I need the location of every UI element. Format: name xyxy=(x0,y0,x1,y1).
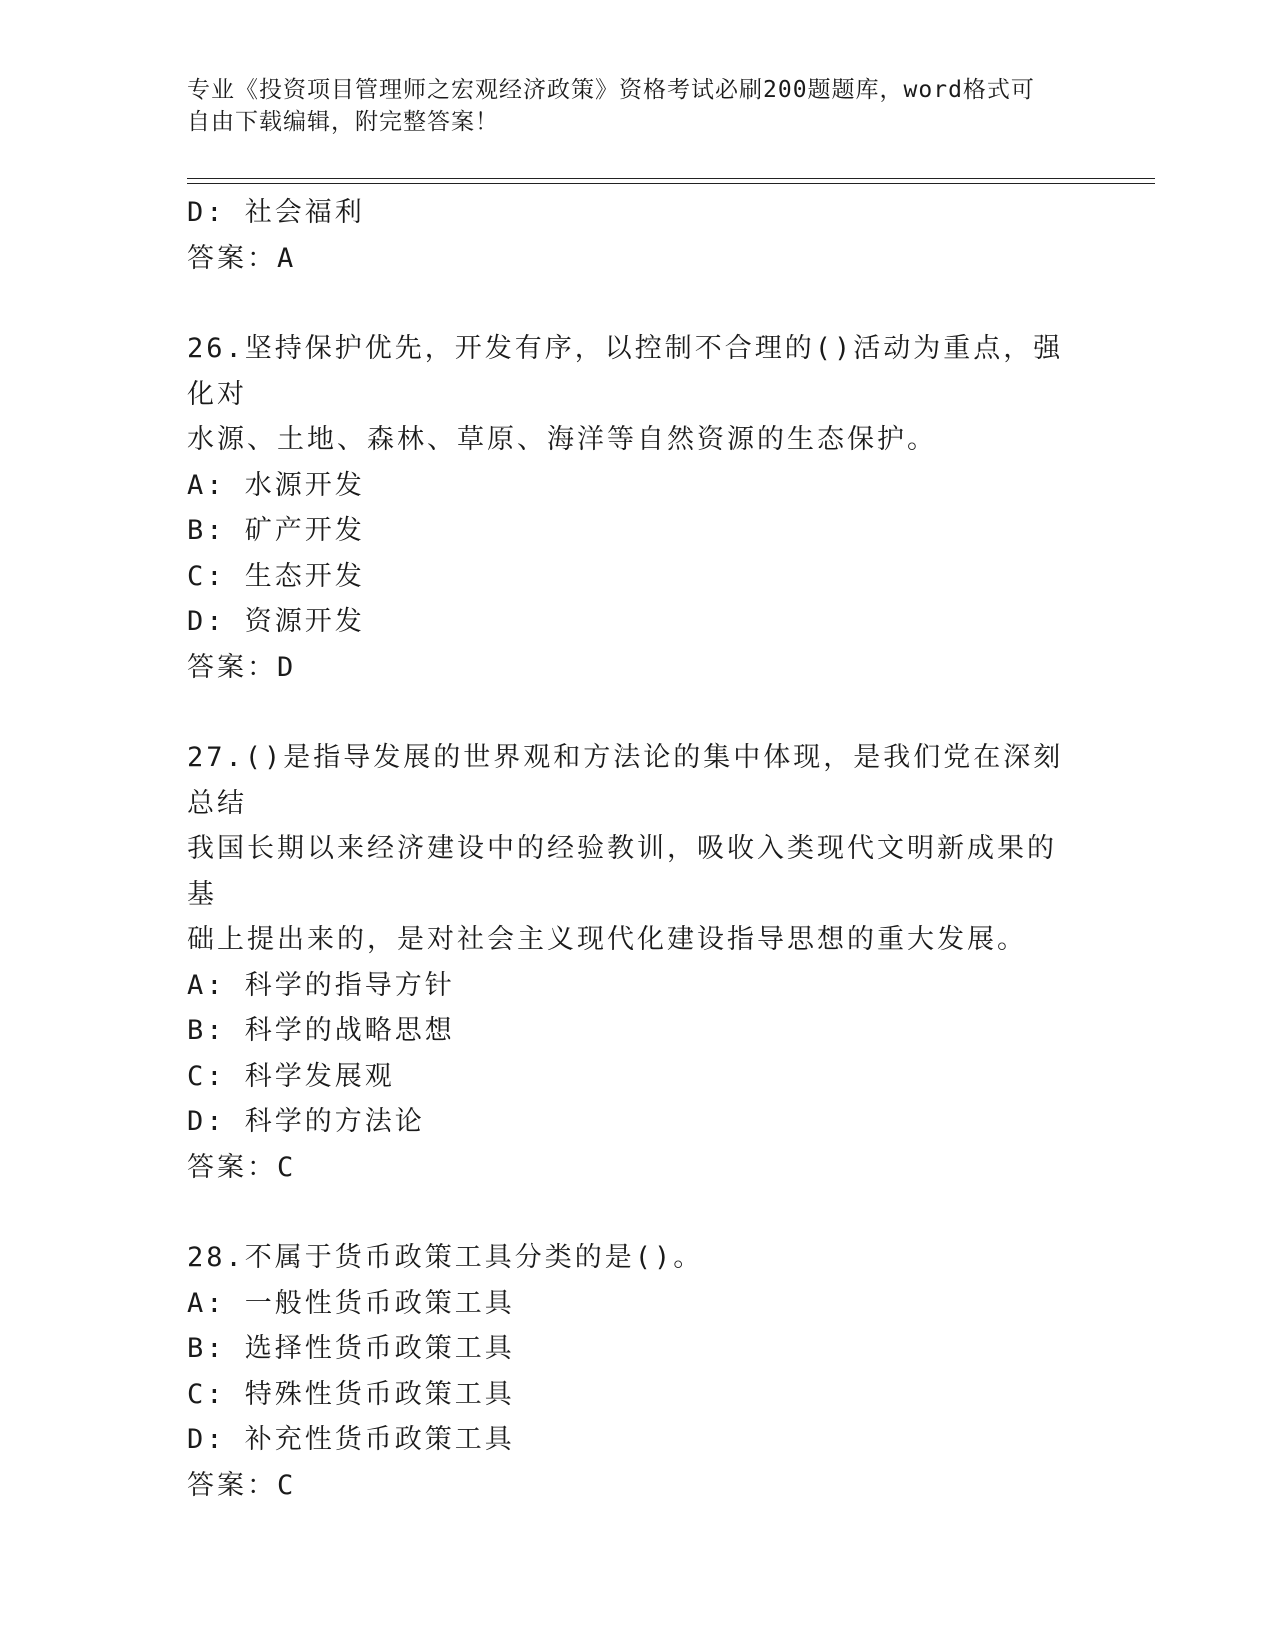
prev-answer: 答案：A xyxy=(187,242,297,274)
stem-line: 26.坚持保护优先，开发有序，以控制不合理的()活动为重点，强化对 xyxy=(187,333,1064,410)
question-26 xyxy=(187,326,1087,690)
header-divider xyxy=(187,178,1155,184)
option-c: C: 特殊性货币政策工具 xyxy=(187,1378,515,1410)
option-d: D: 科学的方法论 xyxy=(187,1106,425,1137)
question-stem xyxy=(187,1235,1067,1281)
answer: 答案：C xyxy=(187,1151,297,1183)
stem-line: 我国长期以来经济建设中的经验教训，吸收入类现代文明新成果的基 xyxy=(187,833,1057,910)
header-line-1: 专业《投资项目管理师之宏观经济政策》资格考试必刷200题题库，word格式可 xyxy=(187,77,1035,103)
answer: 答案：C xyxy=(187,1469,297,1501)
answer: 答案：D xyxy=(187,651,297,683)
stem-line: 28.不属于货币政策工具分类的是()。 xyxy=(187,1242,704,1273)
question-28 xyxy=(187,1235,1087,1508)
stem-line: 27.()是指导发展的世界观和方法论的集中体现，是我们党在深刻总结 xyxy=(187,742,1064,819)
header-line-2: 自由下载编辑，附完整答案！ xyxy=(187,109,499,135)
option-c: C: 科学发展观 xyxy=(187,1060,395,1092)
option-a: A: 科学的指导方针 xyxy=(187,969,455,1001)
option-d: D: 资源开发 xyxy=(187,606,365,637)
option-c: C: 生态开发 xyxy=(187,560,365,592)
page-header xyxy=(187,74,1067,138)
question-list xyxy=(187,190,1087,1553)
option-a: A: 水源开发 xyxy=(187,469,365,501)
option-b: B: 矿产开发 xyxy=(187,515,365,546)
option-a: A: 一般性货币政策工具 xyxy=(187,1287,515,1319)
option-b: B: 选择性货币政策工具 xyxy=(187,1333,515,1364)
question-stem xyxy=(187,326,1067,463)
stem-line: 水源、土地、森林、草原、海洋等自然资源的生态保护。 xyxy=(187,424,937,455)
stem-line: 础上提出来的，是对社会主义现代化建设指导思想的重大发展。 xyxy=(187,924,1027,955)
option-b: B: 科学的战略思想 xyxy=(187,1015,455,1046)
prev-option-d: D: 社会福利 xyxy=(187,197,365,228)
question-stem xyxy=(187,735,1067,963)
option-d: D: 补充性货币政策工具 xyxy=(187,1424,515,1455)
question-27 xyxy=(187,735,1087,1190)
